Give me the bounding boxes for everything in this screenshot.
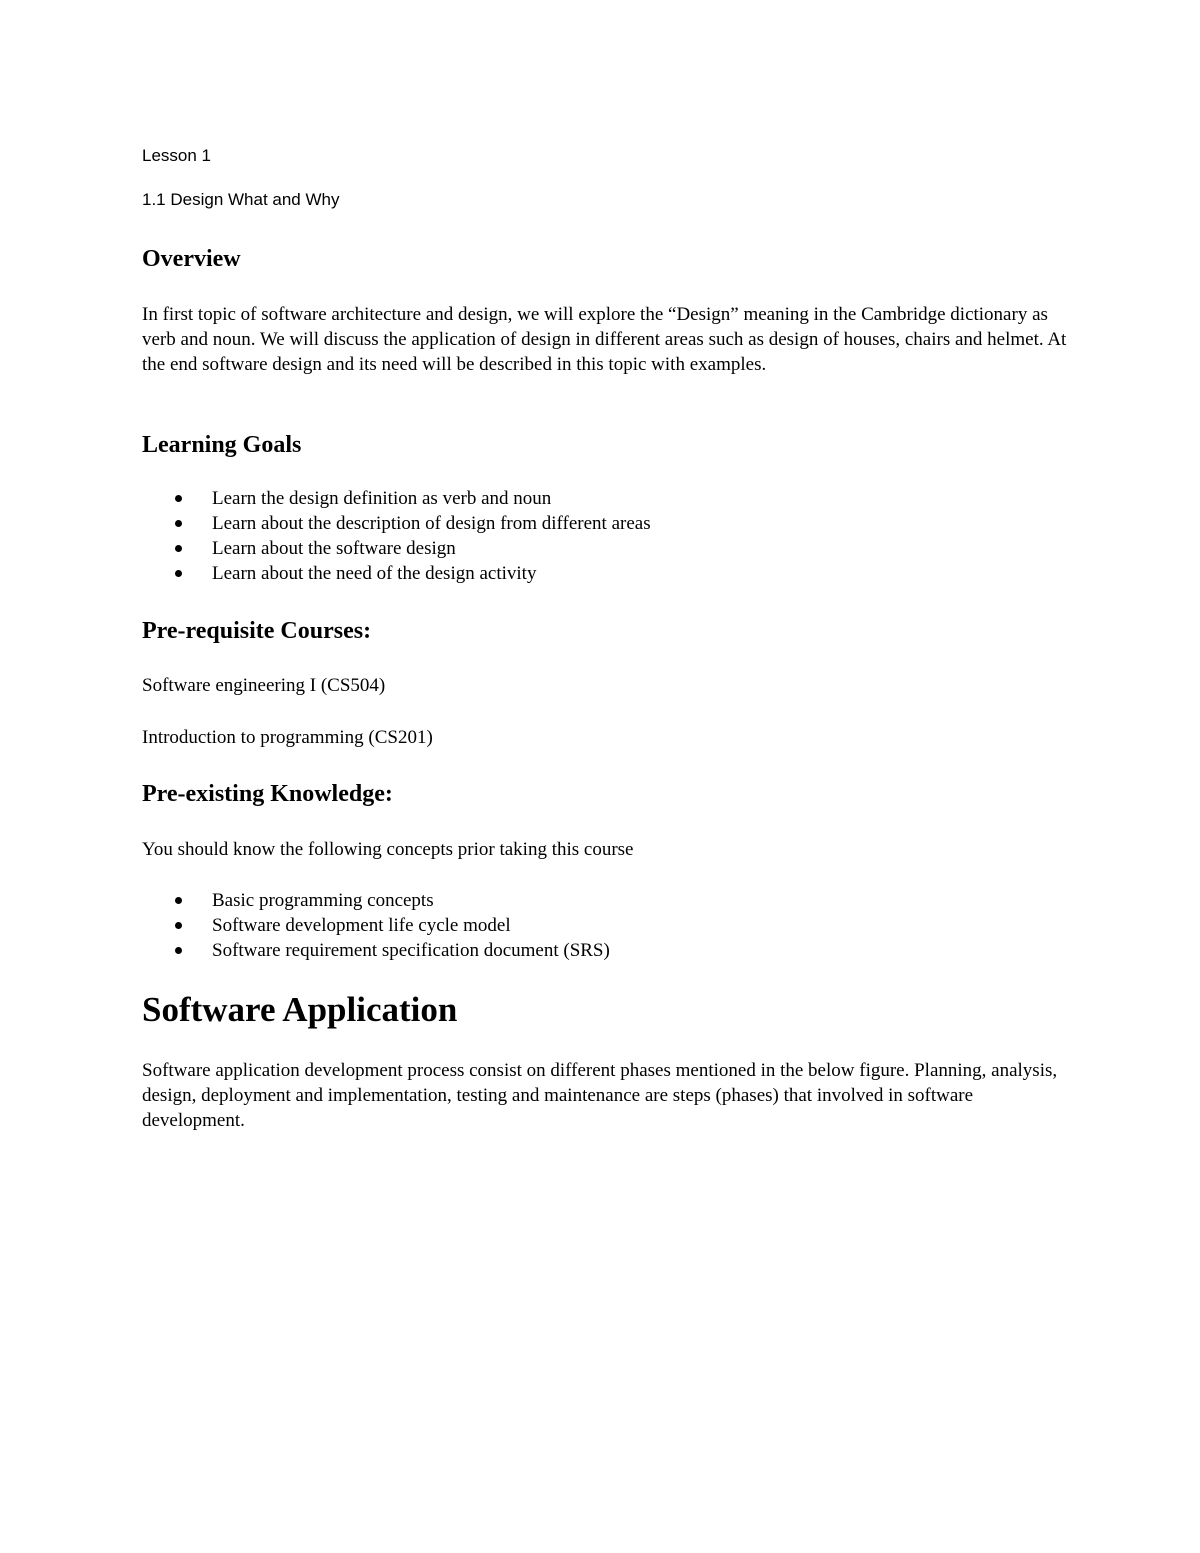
list-item-text: Learn about the need of the design activity [212,563,537,584]
preexisting-knowledge-intro: You should know the following concepts prior taking this course [142,839,634,860]
list-item-text: Learn the design definition as verb and noun [212,488,552,509]
software-application-heading: Software Application [142,990,458,1029]
bullet-icon [175,947,182,954]
learning-goals-list [142,486,1072,586]
overview-heading: Overview [142,246,241,272]
bullet-icon [175,897,182,904]
preexisting-knowledge-heading: Pre-existing Knowledge: [142,781,393,807]
preexisting-knowledge-list [142,888,1072,963]
learning-goals-heading: Learning Goals [142,432,302,458]
bullet-icon [175,570,182,577]
topic-label: 1.1 Design What and Why [142,190,340,209]
prerequisite-course-item: Introduction to programming (CS201) [142,727,433,748]
list-item [142,536,1072,561]
list-item-text: Software development life cycle model [212,915,511,936]
lesson-label: Lesson 1 [142,146,211,165]
prerequisite-course-item: Software engineering I (CS504) [142,675,386,696]
prerequisite-courses-heading: Pre-requisite Courses: [142,618,372,644]
bullet-icon [175,520,182,527]
list-item [142,561,1072,586]
list-item-text: Software requirement specification document (SRS) [212,940,610,961]
list-item-text: Basic programming concepts [212,890,434,911]
list-item [142,938,1072,963]
software-application-paragraph: Software application development process consist on different phases mentioned in the below figure. Planning, analysis, design, deployment and implementation, testing and maintenance are steps (phases) that involved in software development. [142,1060,1058,1131]
list-item-text: Learn about the software design [212,538,456,559]
list-item [142,888,1072,913]
overview-paragraph: In first topic of software architecture and design, we will explore the “Design” meaning in the Cambridge dictionary as verb and noun. We will discuss the application of design in different areas such as design of houses, chairs and helmet. At the end software design and its need will be described in this topic with examples. [142,304,1067,375]
list-item [142,511,1072,536]
list-item [142,486,1072,511]
bullet-icon [175,495,182,502]
list-item [142,913,1072,938]
bullet-icon [175,922,182,929]
list-item-text: Learn about the description of design from different areas [212,513,651,534]
bullet-icon [175,545,182,552]
